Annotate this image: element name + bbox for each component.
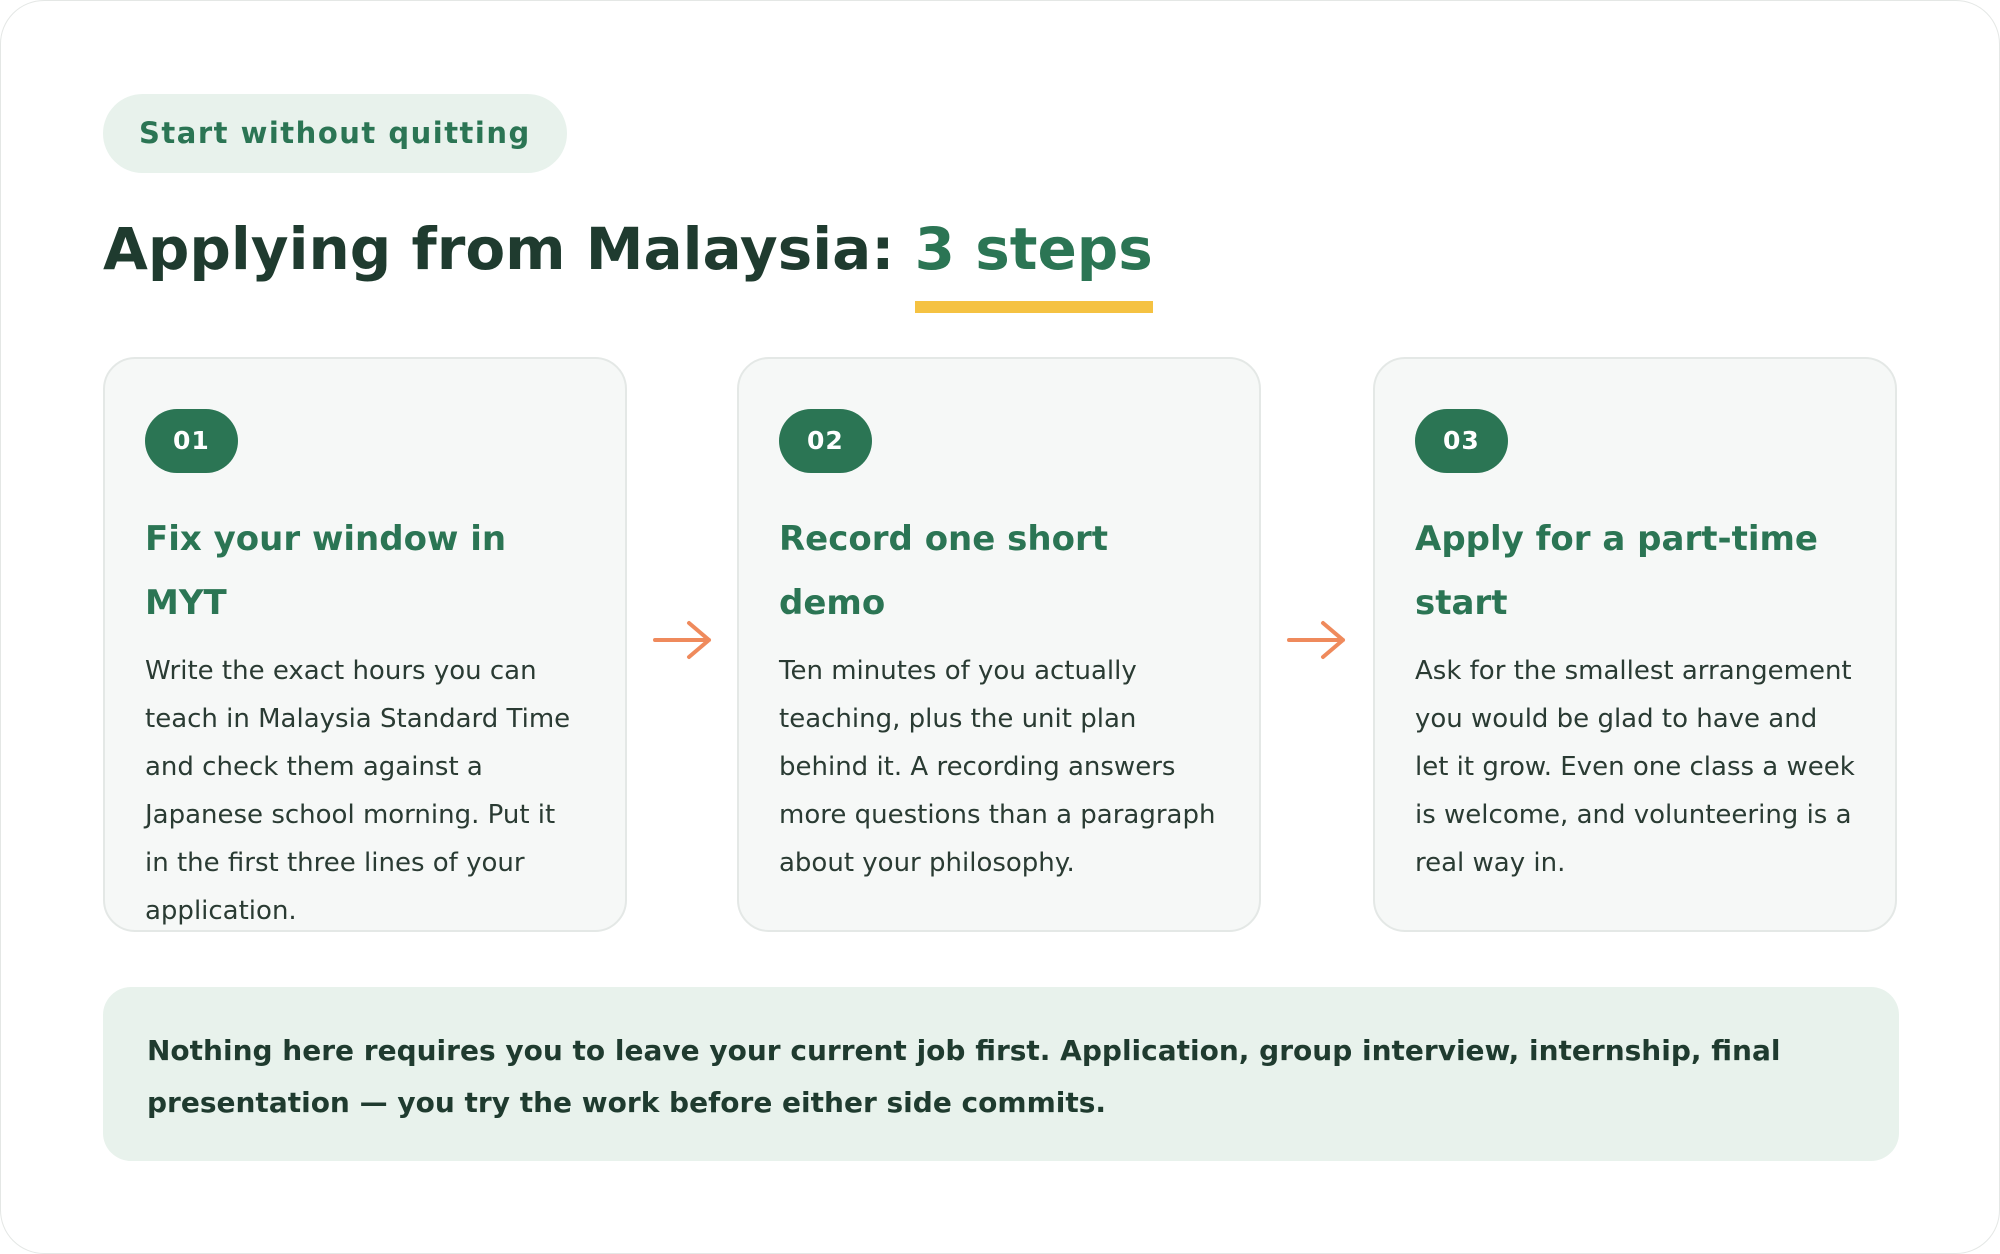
step-number-badge: 03 <box>1415 409 1508 473</box>
step-title: Apply for a part-time start <box>1415 519 1818 623</box>
step-description: Write the exact hours you can teach in Malaysia Standard Time and check them against a Japanese school morning. Put it in the first three lines of your application. <box>145 656 571 926</box>
eyebrow-pill: Start without quitting <box>103 94 567 173</box>
step-card-1 <box>103 357 627 932</box>
step-title: Record one short demo <box>779 519 1108 623</box>
page-title-accent-text: 3 steps <box>914 215 1153 283</box>
step-card-2 <box>737 357 1261 932</box>
step-number-badge: 02 <box>779 409 872 473</box>
step-description: Ten minutes of you actually teaching, plus the unit plan behind it. A recording answers more questions than a paragraph about your philosophy. <box>779 656 1216 878</box>
page-title <box>103 209 1153 289</box>
step-card-3 <box>1373 357 1897 932</box>
page-title-prefix: Applying from Malaysia: <box>103 215 915 283</box>
step-title: Fix your window in MYT <box>145 519 507 623</box>
arrow-right-icon <box>1287 615 1349 665</box>
arrow-right-icon <box>653 615 715 665</box>
footer-note: Nothing here requires you to leave your current job first. Application, group interview, internship, final presentation — you try the work before either side commits. <box>103 987 1899 1161</box>
step-number-badge: 01 <box>145 409 238 473</box>
page-title-accent <box>915 209 1153 289</box>
title-underline <box>915 301 1153 313</box>
step-description: Ask for the smallest arrangement you would be glad to have and let it grow. Even one class a week is welcome, and volunteering is a real way in. <box>1415 656 1855 878</box>
